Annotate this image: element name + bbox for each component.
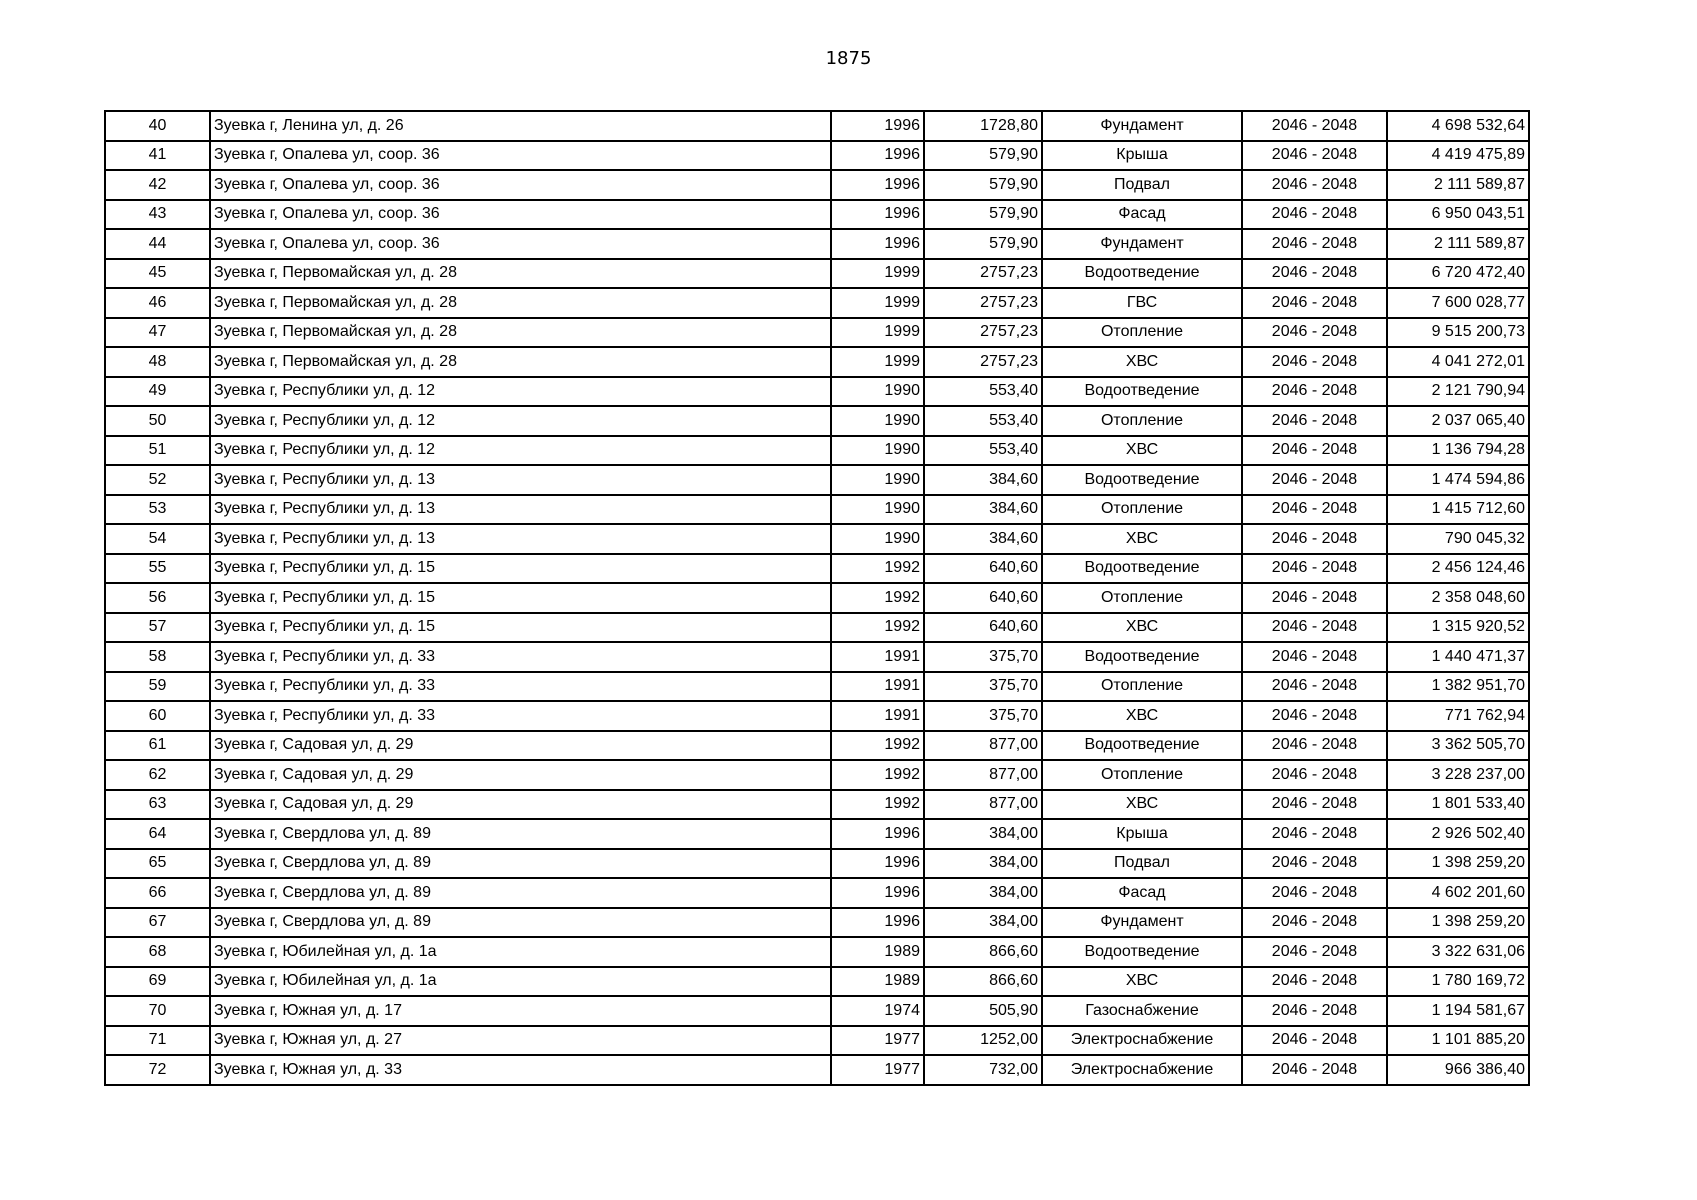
cost-cell: 3 322 631,06: [1387, 937, 1529, 967]
table-row: [105, 878, 1529, 908]
area-cell: 375,70: [924, 642, 1042, 672]
repair-period-cell: 2046 - 2048: [1242, 790, 1387, 820]
area-cell: 2757,23: [924, 347, 1042, 377]
repair-element-cell: Водоотведение: [1042, 377, 1242, 407]
repair-element-cell: Электроснабжение: [1042, 1055, 1242, 1085]
row-number-cell: 72: [105, 1055, 210, 1085]
cost-cell: 1 780 169,72: [1387, 967, 1529, 997]
cost-cell: 1 474 594,86: [1387, 465, 1529, 495]
address-cell: Зуевка г, Первомайская ул, д. 28: [210, 347, 831, 377]
table-row: [105, 524, 1529, 554]
row-number-cell: 63: [105, 790, 210, 820]
repair-element-cell: Отопление: [1042, 583, 1242, 613]
table-row: [105, 170, 1529, 200]
repair-period-cell: 2046 - 2048: [1242, 613, 1387, 643]
repair-period-cell: 2046 - 2048: [1242, 495, 1387, 525]
address-cell: Зуевка г, Опалева ул, соор. 36: [210, 229, 831, 259]
area-cell: 553,40: [924, 377, 1042, 407]
area-cell: 640,60: [924, 583, 1042, 613]
repair-period-cell: 2046 - 2048: [1242, 524, 1387, 554]
area-cell: 384,60: [924, 495, 1042, 525]
repair-period-cell: 2046 - 2048: [1242, 318, 1387, 348]
build-year-cell: 1996: [831, 849, 924, 879]
table-row: [105, 967, 1529, 997]
cost-cell: 9 515 200,73: [1387, 318, 1529, 348]
table-row: [105, 731, 1529, 761]
area-cell: 553,40: [924, 406, 1042, 436]
build-year-cell: 1990: [831, 495, 924, 525]
address-cell: Зуевка г, Садовая ул, д. 29: [210, 731, 831, 761]
address-cell: Зуевка г, Первомайская ул, д. 28: [210, 259, 831, 289]
cost-cell: 1 136 794,28: [1387, 436, 1529, 466]
build-year-cell: 1991: [831, 642, 924, 672]
row-number-cell: 66: [105, 878, 210, 908]
build-year-cell: 1990: [831, 524, 924, 554]
build-year-cell: 1990: [831, 465, 924, 495]
repair-period-cell: 2046 - 2048: [1242, 288, 1387, 318]
cost-cell: 1 801 533,40: [1387, 790, 1529, 820]
cost-cell: 1 398 259,20: [1387, 908, 1529, 938]
table-row: [105, 996, 1529, 1026]
area-cell: 384,60: [924, 524, 1042, 554]
row-number-cell: 50: [105, 406, 210, 436]
row-number-cell: 56: [105, 583, 210, 613]
area-cell: 866,60: [924, 967, 1042, 997]
build-year-cell: 1999: [831, 288, 924, 318]
repair-period-cell: 2046 - 2048: [1242, 347, 1387, 377]
cost-cell: 6 720 472,40: [1387, 259, 1529, 289]
row-number-cell: 55: [105, 554, 210, 584]
repair-period-cell: 2046 - 2048: [1242, 141, 1387, 171]
cost-cell: 1 415 712,60: [1387, 495, 1529, 525]
address-cell: Зуевка г, Ленина ул, д. 26: [210, 111, 831, 141]
row-number-cell: 51: [105, 436, 210, 466]
area-cell: 375,70: [924, 701, 1042, 731]
area-cell: 2757,23: [924, 259, 1042, 289]
table-row: [105, 229, 1529, 259]
table-row: [105, 1055, 1529, 1085]
build-year-cell: 1992: [831, 760, 924, 790]
build-year-cell: 1990: [831, 436, 924, 466]
cost-cell: 3 362 505,70: [1387, 731, 1529, 761]
repair-schedule-table: [104, 110, 1530, 1086]
address-cell: Зуевка г, Опалева ул, соор. 36: [210, 170, 831, 200]
table-row: [105, 141, 1529, 171]
repair-element-cell: Фундамент: [1042, 111, 1242, 141]
repair-period-cell: 2046 - 2048: [1242, 406, 1387, 436]
address-cell: Зуевка г, Опалева ул, соор. 36: [210, 141, 831, 171]
address-cell: Зуевка г, Юбилейная ул, д. 1а: [210, 967, 831, 997]
cost-cell: 2 111 589,87: [1387, 229, 1529, 259]
cost-cell: 1 101 885,20: [1387, 1026, 1529, 1056]
repair-period-cell: 2046 - 2048: [1242, 377, 1387, 407]
table-row: [105, 111, 1529, 141]
address-cell: Зуевка г, Республики ул, д. 33: [210, 672, 831, 702]
row-number-cell: 69: [105, 967, 210, 997]
table-row: [105, 908, 1529, 938]
cost-cell: 2 037 065,40: [1387, 406, 1529, 436]
table-row: [105, 1026, 1529, 1056]
address-cell: Зуевка г, Республики ул, д. 15: [210, 554, 831, 584]
area-cell: 384,60: [924, 465, 1042, 495]
repair-element-cell: Водоотведение: [1042, 642, 1242, 672]
area-cell: 877,00: [924, 731, 1042, 761]
row-number-cell: 60: [105, 701, 210, 731]
table-row: [105, 613, 1529, 643]
table-row: [105, 672, 1529, 702]
repair-period-cell: 2046 - 2048: [1242, 908, 1387, 938]
repair-element-cell: Отопление: [1042, 318, 1242, 348]
table-row: [105, 406, 1529, 436]
area-cell: 1728,80: [924, 111, 1042, 141]
repair-element-cell: ХВС: [1042, 967, 1242, 997]
cost-cell: 1 315 920,52: [1387, 613, 1529, 643]
cost-cell: 7 600 028,77: [1387, 288, 1529, 318]
build-year-cell: 1991: [831, 672, 924, 702]
table-row: [105, 760, 1529, 790]
repair-period-cell: 2046 - 2048: [1242, 642, 1387, 672]
row-number-cell: 64: [105, 819, 210, 849]
build-year-cell: 1996: [831, 170, 924, 200]
repair-element-cell: Водоотведение: [1042, 259, 1242, 289]
address-cell: Зуевка г, Садовая ул, д. 29: [210, 790, 831, 820]
table-row: [105, 318, 1529, 348]
cost-cell: 1 440 471,37: [1387, 642, 1529, 672]
row-number-cell: 67: [105, 908, 210, 938]
cost-cell: 2 926 502,40: [1387, 819, 1529, 849]
repair-element-cell: Водоотведение: [1042, 554, 1242, 584]
area-cell: 553,40: [924, 436, 1042, 466]
address-cell: Зуевка г, Первомайская ул, д. 28: [210, 318, 831, 348]
repair-period-cell: 2046 - 2048: [1242, 583, 1387, 613]
repair-period-cell: 2046 - 2048: [1242, 878, 1387, 908]
repair-element-cell: ХВС: [1042, 436, 1242, 466]
build-year-cell: 1992: [831, 583, 924, 613]
build-year-cell: 1977: [831, 1055, 924, 1085]
repair-element-cell: ХВС: [1042, 524, 1242, 554]
repair-period-cell: 2046 - 2048: [1242, 701, 1387, 731]
repair-element-cell: Газоснабжение: [1042, 996, 1242, 1026]
repair-element-cell: Водоотведение: [1042, 937, 1242, 967]
address-cell: Зуевка г, Юбилейная ул, д. 1а: [210, 937, 831, 967]
build-year-cell: 1999: [831, 318, 924, 348]
row-number-cell: 59: [105, 672, 210, 702]
address-cell: Зуевка г, Республики ул, д. 15: [210, 583, 831, 613]
build-year-cell: 1990: [831, 406, 924, 436]
row-number-cell: 62: [105, 760, 210, 790]
repair-period-cell: 2046 - 2048: [1242, 849, 1387, 879]
repair-period-cell: 2046 - 2048: [1242, 672, 1387, 702]
table-row: [105, 288, 1529, 318]
area-cell: 2757,23: [924, 318, 1042, 348]
address-cell: Зуевка г, Республики ул, д. 13: [210, 465, 831, 495]
repair-element-cell: Фундамент: [1042, 908, 1242, 938]
area-cell: 384,00: [924, 908, 1042, 938]
row-number-cell: 41: [105, 141, 210, 171]
table-row: [105, 819, 1529, 849]
row-number-cell: 61: [105, 731, 210, 761]
build-year-cell: 1992: [831, 613, 924, 643]
row-number-cell: 70: [105, 996, 210, 1026]
repair-element-cell: Фундамент: [1042, 229, 1242, 259]
area-cell: 579,90: [924, 141, 1042, 171]
repair-period-cell: 2046 - 2048: [1242, 259, 1387, 289]
table-row: [105, 347, 1529, 377]
address-cell: Зуевка г, Свердлова ул, д. 89: [210, 878, 831, 908]
area-cell: 505,90: [924, 996, 1042, 1026]
table-row: [105, 701, 1529, 731]
area-cell: 579,90: [924, 170, 1042, 200]
row-number-cell: 43: [105, 200, 210, 230]
cost-cell: 4 419 475,89: [1387, 141, 1529, 171]
table-row: [105, 436, 1529, 466]
address-cell: Зуевка г, Опалева ул, соор. 36: [210, 200, 831, 230]
address-cell: Зуевка г, Республики ул, д. 33: [210, 701, 831, 731]
repair-period-cell: 2046 - 2048: [1242, 1055, 1387, 1085]
cost-cell: 4 041 272,01: [1387, 347, 1529, 377]
repair-period-cell: 2046 - 2048: [1242, 170, 1387, 200]
repair-element-cell: Электроснабжение: [1042, 1026, 1242, 1056]
repair-element-cell: Отопление: [1042, 406, 1242, 436]
repair-element-cell: Отопление: [1042, 760, 1242, 790]
repair-period-cell: 2046 - 2048: [1242, 760, 1387, 790]
cost-cell: 2 456 124,46: [1387, 554, 1529, 584]
table-row: [105, 377, 1529, 407]
area-cell: 375,70: [924, 672, 1042, 702]
repair-period-cell: 2046 - 2048: [1242, 554, 1387, 584]
repair-period-cell: 2046 - 2048: [1242, 1026, 1387, 1056]
row-number-cell: 46: [105, 288, 210, 318]
repair-period-cell: 2046 - 2048: [1242, 967, 1387, 997]
area-cell: 579,90: [924, 200, 1042, 230]
table-row: [105, 642, 1529, 672]
repair-period-cell: 2046 - 2048: [1242, 200, 1387, 230]
area-cell: 877,00: [924, 790, 1042, 820]
cost-cell: 2 111 589,87: [1387, 170, 1529, 200]
repair-element-cell: ХВС: [1042, 701, 1242, 731]
repair-element-cell: Подвал: [1042, 849, 1242, 879]
repair-period-cell: 2046 - 2048: [1242, 436, 1387, 466]
area-cell: 384,00: [924, 849, 1042, 879]
page-number: 1875: [825, 48, 872, 69]
cost-cell: 2 121 790,94: [1387, 377, 1529, 407]
build-year-cell: 1999: [831, 347, 924, 377]
row-number-cell: 47: [105, 318, 210, 348]
repair-element-cell: Водоотведение: [1042, 465, 1242, 495]
table-row: [105, 465, 1529, 495]
repair-element-cell: ХВС: [1042, 613, 1242, 643]
cost-cell: 771 762,94: [1387, 701, 1529, 731]
repair-element-cell: Крыша: [1042, 141, 1242, 171]
repair-element-cell: Фасад: [1042, 878, 1242, 908]
table-row: [105, 495, 1529, 525]
area-cell: 877,00: [924, 760, 1042, 790]
address-cell: Зуевка г, Республики ул, д. 12: [210, 406, 831, 436]
repair-element-cell: ХВС: [1042, 347, 1242, 377]
row-number-cell: 68: [105, 937, 210, 967]
table-row: [105, 937, 1529, 967]
address-cell: Зуевка г, Садовая ул, д. 29: [210, 760, 831, 790]
row-number-cell: 45: [105, 259, 210, 289]
area-cell: 579,90: [924, 229, 1042, 259]
address-cell: Зуевка г, Республики ул, д. 12: [210, 377, 831, 407]
row-number-cell: 40: [105, 111, 210, 141]
address-cell: Зуевка г, Южная ул, д. 33: [210, 1055, 831, 1085]
row-number-cell: 65: [105, 849, 210, 879]
repair-period-cell: 2046 - 2048: [1242, 996, 1387, 1026]
cost-cell: 3 228 237,00: [1387, 760, 1529, 790]
cost-cell: 966 386,40: [1387, 1055, 1529, 1085]
row-number-cell: 58: [105, 642, 210, 672]
area-cell: 2757,23: [924, 288, 1042, 318]
row-number-cell: 48: [105, 347, 210, 377]
build-year-cell: 1996: [831, 229, 924, 259]
table-row: [105, 790, 1529, 820]
address-cell: Зуевка г, Южная ул, д. 17: [210, 996, 831, 1026]
address-cell: Зуевка г, Первомайская ул, д. 28: [210, 288, 831, 318]
cost-cell: 790 045,32: [1387, 524, 1529, 554]
repair-period-cell: 2046 - 2048: [1242, 731, 1387, 761]
repair-element-cell: Фасад: [1042, 200, 1242, 230]
area-cell: 384,00: [924, 878, 1042, 908]
build-year-cell: 1992: [831, 554, 924, 584]
address-cell: Зуевка г, Свердлова ул, д. 89: [210, 908, 831, 938]
cost-cell: 1 382 951,70: [1387, 672, 1529, 702]
row-number-cell: 44: [105, 229, 210, 259]
repair-element-cell: Отопление: [1042, 672, 1242, 702]
build-year-cell: 1989: [831, 937, 924, 967]
build-year-cell: 1992: [831, 790, 924, 820]
address-cell: Зуевка г, Республики ул, д. 15: [210, 613, 831, 643]
repair-period-cell: 2046 - 2048: [1242, 819, 1387, 849]
table-row: [105, 583, 1529, 613]
area-cell: 640,60: [924, 613, 1042, 643]
table-row: [105, 200, 1529, 230]
address-cell: Зуевка г, Республики ул, д. 33: [210, 642, 831, 672]
row-number-cell: 53: [105, 495, 210, 525]
row-number-cell: 57: [105, 613, 210, 643]
build-year-cell: 1996: [831, 908, 924, 938]
build-year-cell: 1991: [831, 701, 924, 731]
table-body: [105, 111, 1529, 1085]
address-cell: Зуевка г, Свердлова ул, д. 89: [210, 849, 831, 879]
area-cell: 640,60: [924, 554, 1042, 584]
repair-period-cell: 2046 - 2048: [1242, 111, 1387, 141]
repair-element-cell: ХВС: [1042, 790, 1242, 820]
row-number-cell: 52: [105, 465, 210, 495]
area-cell: 1252,00: [924, 1026, 1042, 1056]
cost-cell: 4 602 201,60: [1387, 878, 1529, 908]
build-year-cell: 1992: [831, 731, 924, 761]
cost-cell: 4 698 532,64: [1387, 111, 1529, 141]
table-row: [105, 259, 1529, 289]
address-cell: Зуевка г, Республики ул, д. 12: [210, 436, 831, 466]
build-year-cell: 1996: [831, 111, 924, 141]
area-cell: 732,00: [924, 1055, 1042, 1085]
build-year-cell: 1996: [831, 200, 924, 230]
row-number-cell: 54: [105, 524, 210, 554]
repair-element-cell: Подвал: [1042, 170, 1242, 200]
address-cell: Зуевка г, Республики ул, д. 13: [210, 495, 831, 525]
repair-element-cell: Крыша: [1042, 819, 1242, 849]
area-cell: 384,00: [924, 819, 1042, 849]
address-cell: Зуевка г, Свердлова ул, д. 89: [210, 819, 831, 849]
build-year-cell: 1977: [831, 1026, 924, 1056]
build-year-cell: 1996: [831, 878, 924, 908]
repair-element-cell: ГВС: [1042, 288, 1242, 318]
cost-cell: 6 950 043,51: [1387, 200, 1529, 230]
cost-cell: 2 358 048,60: [1387, 583, 1529, 613]
repair-period-cell: 2046 - 2048: [1242, 937, 1387, 967]
table-row: [105, 554, 1529, 584]
build-year-cell: 1974: [831, 996, 924, 1026]
row-number-cell: 71: [105, 1026, 210, 1056]
build-year-cell: 1989: [831, 967, 924, 997]
cost-cell: 1 194 581,67: [1387, 996, 1529, 1026]
repair-period-cell: 2046 - 2048: [1242, 229, 1387, 259]
repair-element-cell: Отопление: [1042, 495, 1242, 525]
repair-period-cell: 2046 - 2048: [1242, 465, 1387, 495]
row-number-cell: 49: [105, 377, 210, 407]
build-year-cell: 1996: [831, 141, 924, 171]
cost-cell: 1 398 259,20: [1387, 849, 1529, 879]
build-year-cell: 1996: [831, 819, 924, 849]
build-year-cell: 1999: [831, 259, 924, 289]
area-cell: 866,60: [924, 937, 1042, 967]
table-row: [105, 849, 1529, 879]
address-cell: Зуевка г, Южная ул, д. 27: [210, 1026, 831, 1056]
repair-element-cell: Водоотведение: [1042, 731, 1242, 761]
build-year-cell: 1990: [831, 377, 924, 407]
row-number-cell: 42: [105, 170, 210, 200]
address-cell: Зуевка г, Республики ул, д. 13: [210, 524, 831, 554]
